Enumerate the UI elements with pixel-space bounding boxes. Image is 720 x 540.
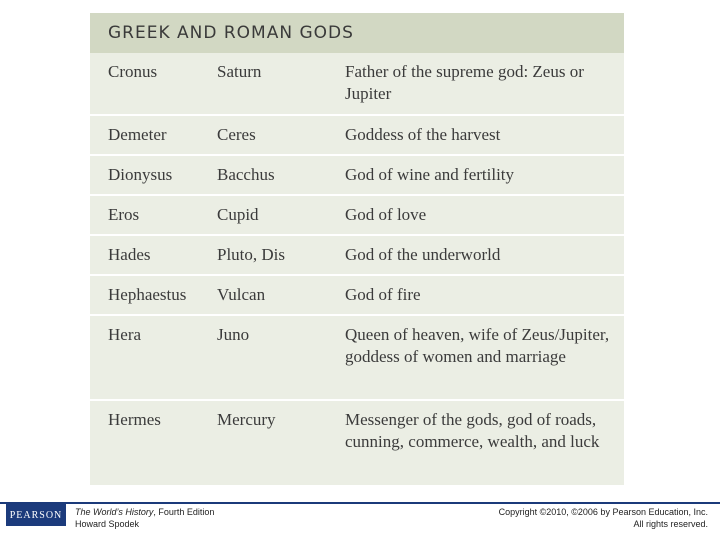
copyright-notice — [499, 506, 708, 530]
role-description: God of the underworld — [345, 245, 501, 264]
book-title-line — [75, 506, 214, 518]
table-row — [90, 401, 624, 485]
role-description: Goddess of the harvest — [345, 125, 501, 144]
table-row — [90, 196, 624, 236]
copyright-text: Copyright ©2010, ©2006 by Pearson Education, Inc. — [498, 507, 708, 517]
role-description: Messenger of the gods, god of roads, cunning, commerce, wealth, and luck — [345, 410, 600, 451]
footer-divider — [0, 502, 720, 504]
roman-name: Vulcan — [217, 285, 266, 304]
greek-name: Hephaestus — [108, 285, 187, 304]
rights-text: All rights reserved. — [633, 519, 708, 529]
roman-name: Cupid — [217, 205, 259, 224]
roman-name: Mercury — [217, 410, 276, 429]
table-row — [90, 116, 624, 156]
greek-name: Demeter — [108, 125, 167, 144]
greek-name: Hera — [108, 325, 142, 344]
roman-name: Bacchus — [217, 165, 275, 184]
table-row — [90, 156, 624, 196]
table-row — [90, 53, 624, 116]
greek-name: Dionysus — [108, 165, 173, 184]
book-author: Howard Spodek — [75, 519, 140, 529]
slide-footer — [0, 490, 720, 540]
role-description: Father of the supreme god: Zeus or Jupiter — [345, 62, 584, 103]
pearson-logo: PEARSON — [6, 504, 66, 526]
role-description: God of fire — [345, 285, 421, 304]
role-description: Queen of heaven, wife of Zeus/Jupiter, goddess of women and marriage — [345, 325, 610, 366]
book-edition: , Fourth Edition — [153, 507, 215, 517]
table-title: GREEK AND ROMAN GODS — [90, 13, 624, 53]
roman-name: Juno — [217, 325, 250, 344]
book-info — [75, 506, 214, 530]
role-description: God of wine and fertility — [345, 165, 515, 184]
roman-name: Pluto, Dis — [217, 245, 286, 264]
roman-name: Ceres — [217, 125, 256, 144]
greek-name: Eros — [108, 205, 140, 224]
role-description: God of love — [345, 205, 427, 224]
greek-name: Hades — [108, 245, 151, 264]
gods-table — [90, 13, 624, 485]
roman-name: Saturn — [217, 62, 262, 81]
table-row — [90, 236, 624, 276]
table-body — [90, 53, 624, 485]
table-row — [90, 316, 624, 401]
greek-name: Cronus — [108, 62, 158, 81]
table-row — [90, 276, 624, 316]
greek-name: Hermes — [108, 410, 161, 429]
book-title: The World’s History — [75, 507, 154, 517]
